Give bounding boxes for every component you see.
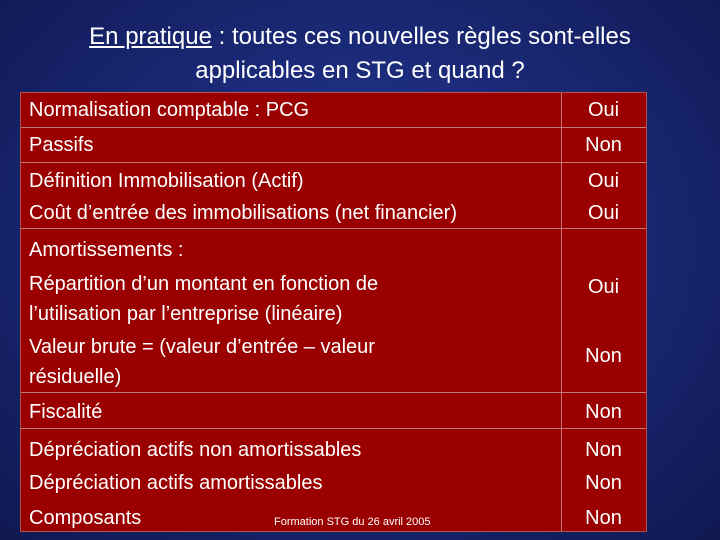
row-value: Oui: [587, 99, 620, 121]
row-label: Composants: [29, 507, 142, 529]
row-label: Passifs: [29, 134, 94, 156]
row-label: Fiscalité: [29, 401, 103, 423]
table-row: [21, 93, 646, 127]
table-row: [21, 228, 646, 392]
row-value: Oui: [587, 276, 620, 298]
row-value: Non: [585, 401, 622, 423]
title-line-1: [0, 20, 720, 54]
row-value: Non: [585, 134, 622, 156]
row-label: Dépréciation actifs amortissables: [29, 472, 323, 494]
row-value: Oui: [587, 170, 620, 192]
row-label: Normalisation comptable : PCG: [29, 99, 310, 121]
section-label: Amortissements :: [29, 239, 184, 261]
row-label-line-2: résiduelle): [29, 366, 122, 388]
rules-table: [20, 92, 647, 532]
row-value: Oui: [587, 202, 620, 224]
row-label: Dépréciation actifs non amortissables: [29, 439, 362, 461]
row-value: Non: [585, 345, 622, 367]
title-line-2: applicables en STG et quand ?: [195, 57, 525, 84]
row-label: Coût d’entrée des immobilisations (net financier): [29, 202, 457, 224]
slide-title: [0, 20, 720, 88]
table-row: [21, 392, 646, 428]
table-row: [21, 162, 646, 228]
row-label: Définition Immobilisation (Actif): [29, 170, 304, 192]
table-row: [21, 127, 646, 162]
row-value: Non: [585, 472, 622, 494]
title-underlined: En pratique: [89, 23, 212, 50]
title-rest: : toutes ces nouvelles règles sont-elles: [211, 23, 631, 50]
row-label-line-1: Valeur brute = (valeur d’entrée – valeur: [29, 336, 375, 358]
row-value: Non: [585, 507, 622, 529]
row-value: Non: [585, 439, 622, 461]
row-label-line-1: Répartition d’un montant en fonction de: [29, 273, 379, 295]
footer-text: Formation STG du 26 avril 2005: [274, 516, 431, 528]
row-label-line-2: l’utilisation par l’entreprise (linéaire): [29, 303, 343, 325]
